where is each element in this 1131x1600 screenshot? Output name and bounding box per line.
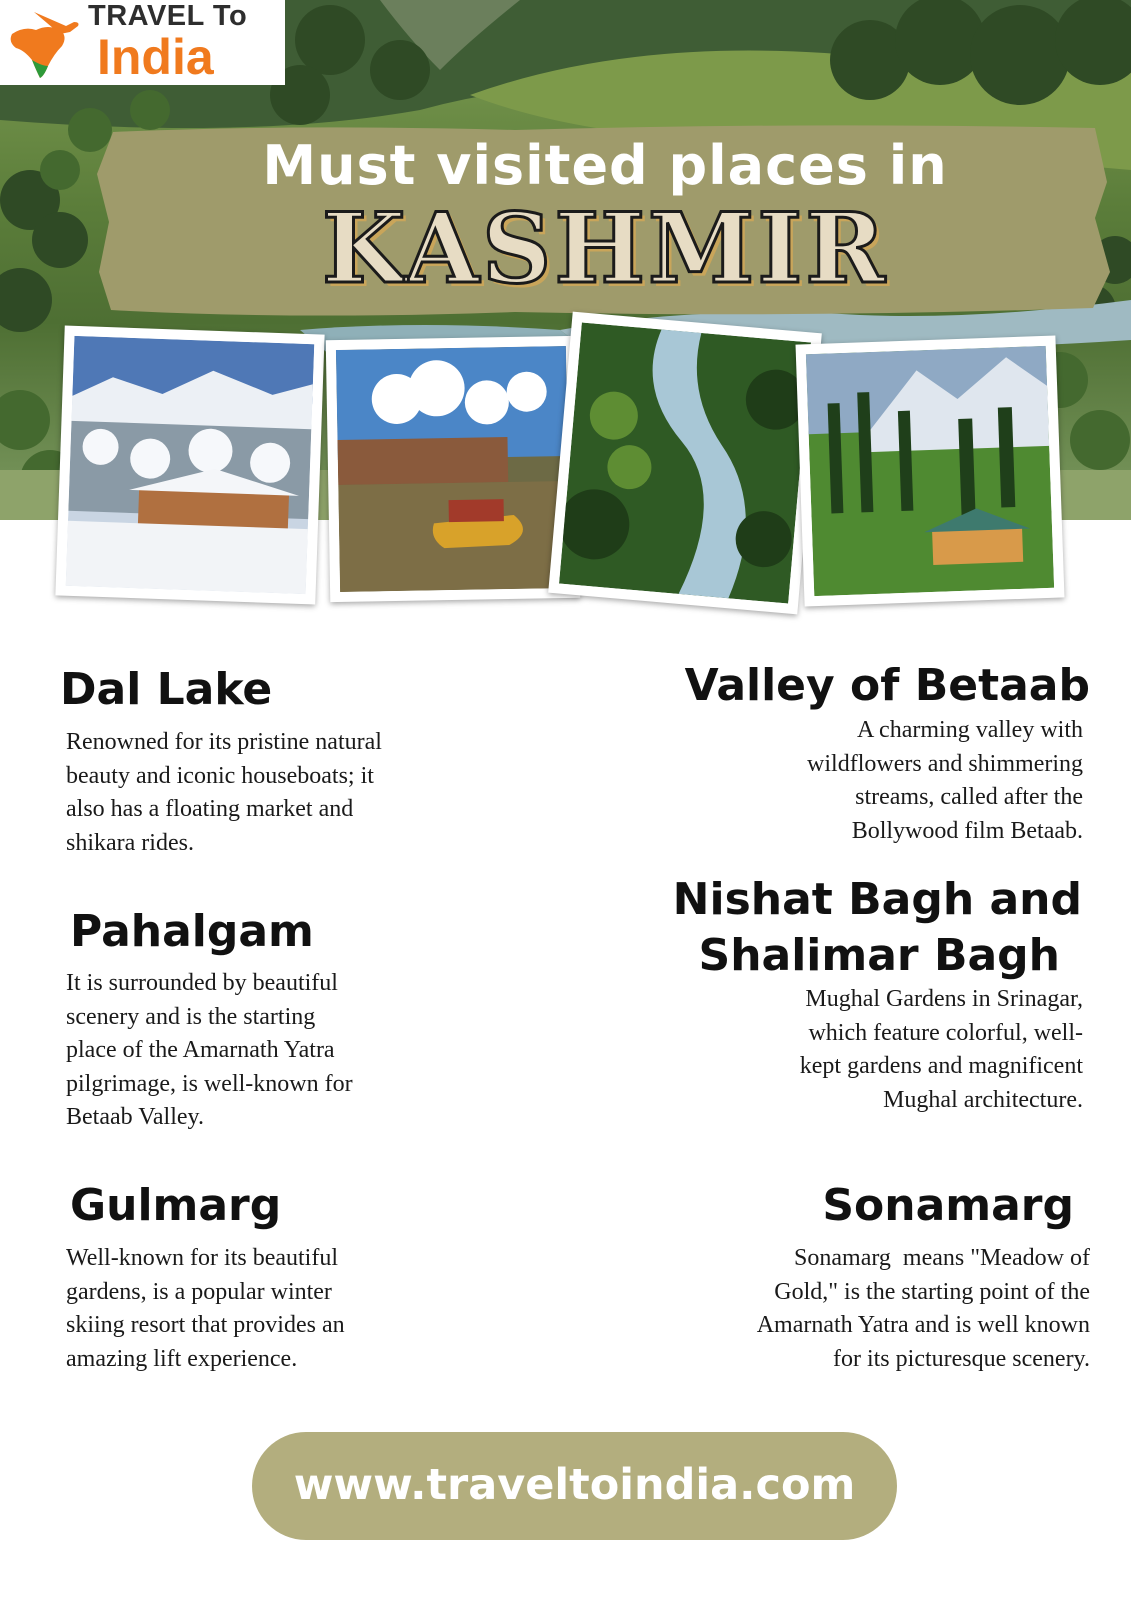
desc-line: wildflowers and shimmering (807, 750, 1083, 777)
river-valley-photo (548, 312, 822, 615)
desc-line: for its picturesque scenery. (832, 1345, 1090, 1372)
desc-line: gardens, is a popular winter (66, 1278, 332, 1305)
desc-line: Mughal Gardens in Srinagar, (805, 986, 1083, 1012)
place-desc-dal-lake (66, 726, 382, 860)
desc-line: Amarnath Yatra and is well known (756, 1312, 1090, 1338)
travel-to-india-logo[interactable] (0, 0, 285, 85)
title-banner (95, 122, 1115, 322)
logo-text-travel-to: TRAVEL To (88, 0, 248, 32)
desc-line: amazing lift experience. (66, 1345, 298, 1372)
place-title-pahalgam: Pahalgam (70, 906, 314, 957)
desc-line: kept gardens and magnificent (799, 1053, 1083, 1079)
desc-line: Well-known for its beautiful (66, 1245, 339, 1271)
place-title-dal-lake: Dal Lake (60, 664, 273, 715)
place-title-valley-of-betaab: Valley of Betaab (684, 660, 1090, 711)
website-link[interactable] (252, 1432, 897, 1540)
title-line: Shalimar Bagh (698, 930, 1060, 981)
title-line: Nishat Bagh and (672, 874, 1082, 925)
website-url[interactable]: www.traveltoindia.com (293, 1460, 856, 1510)
desc-line: skiing resort that provides an (66, 1312, 345, 1338)
place-desc-nishat-shalimar-bagh (640, 983, 1083, 1117)
logo-text-india: India (97, 29, 214, 85)
desc-line: streams, called after the (855, 784, 1083, 810)
desc-line: place of the Amarnath Yatra (66, 1037, 335, 1063)
title-line-1: Must visited places in (262, 134, 948, 197)
desc-line: pilgrimage, is well-known for (66, 1070, 353, 1097)
gulmarg-snow-photo (55, 326, 324, 605)
desc-line: Mughal architecture. (883, 1086, 1083, 1113)
desc-line: Gold," is the starting point of the (774, 1278, 1090, 1305)
desc-line: scenery and is the starting (66, 1003, 316, 1030)
desc-line: Renowned for its pristine natural (66, 729, 382, 755)
desc-line: Betaab Valley. (66, 1104, 204, 1130)
desc-line: It is surrounded by beautiful (66, 970, 338, 996)
desc-line: beauty and iconic houseboats; it (66, 762, 374, 789)
desc-line: also has a floating market and (66, 796, 354, 822)
place-title-nishat-shalimar-bagh (640, 872, 1082, 984)
desc-line: A charming valley with (857, 717, 1083, 743)
desc-line: shikara rides. (66, 829, 194, 856)
meadow-cottage-photo (796, 336, 1065, 607)
desc-line: Sonamarg means "Meadow of (794, 1245, 1090, 1271)
dal-lake-shikara-photo (326, 336, 581, 602)
place-desc-valley-of-betaab (640, 714, 1083, 848)
place-desc-sonamarg (640, 1242, 1090, 1376)
place-title-sonamarg: Sonamarg (822, 1180, 1074, 1231)
india-map-plane-icon (4, 4, 84, 80)
place-desc-gulmarg (66, 1242, 345, 1376)
place-desc-pahalgam (66, 967, 353, 1135)
desc-line: which feature colorful, well- (808, 1019, 1083, 1046)
desc-line: Bollywood film Betaab. (851, 817, 1083, 844)
place-title-gulmarg: Gulmarg (70, 1180, 282, 1231)
title-kashmir: KASHMIR (321, 192, 888, 305)
